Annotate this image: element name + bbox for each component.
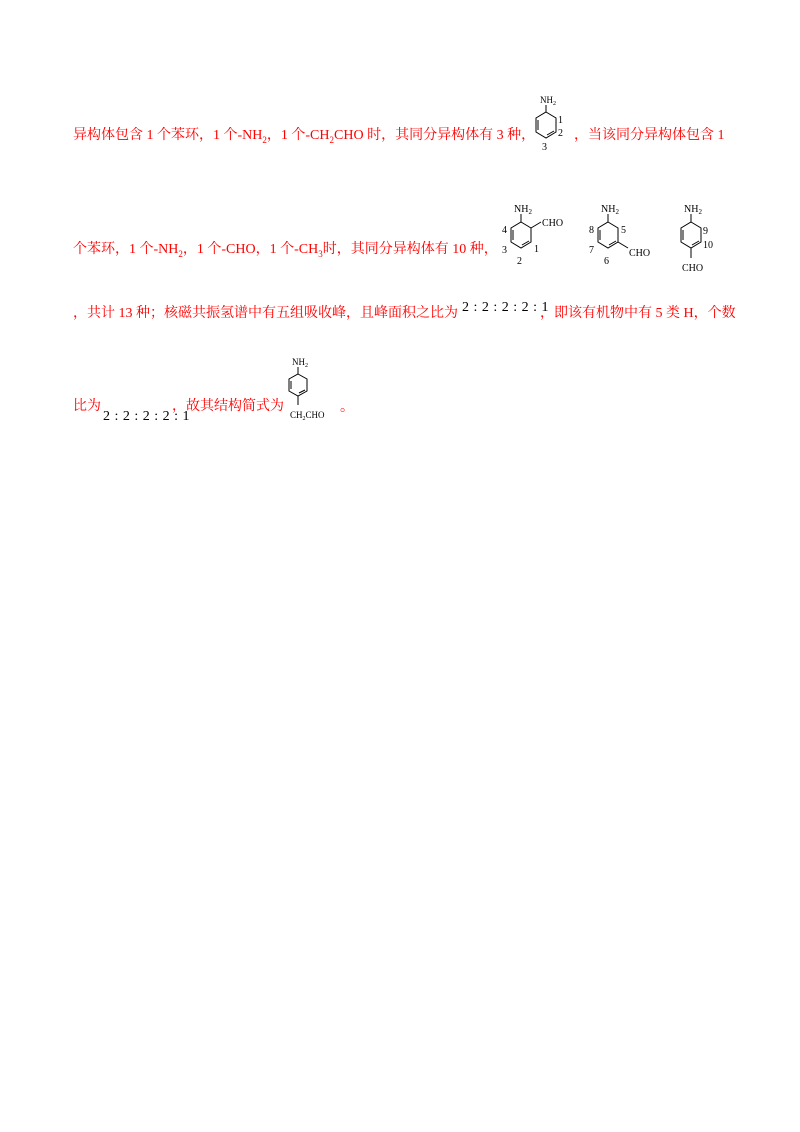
- para2-text-b: ，1 个-CHO，1 个-CH: [182, 242, 319, 257]
- aniline-structure-2: [496, 200, 576, 272]
- para2-text-c: 时，其同分异构体有 10 种，: [322, 242, 498, 257]
- mol3-nh2-label: $NH_2$: [601, 204, 619, 216]
- final-structure: [278, 354, 342, 426]
- mol4-pos-10: 10: [703, 240, 713, 251]
- para3-tail: [540, 302, 736, 322]
- para3-text-a: ，共计 13 种；核磁共振氢谱中有五组吸收峰，且峰面积之比为: [73, 306, 458, 321]
- para1-text-a: 异构体包含 1 个苯环，1 个-NH: [73, 128, 263, 143]
- aniline-structure-4: [670, 200, 726, 280]
- mol2-pos-2: 2: [517, 256, 522, 267]
- mol2-cho-label: CHO: [542, 218, 564, 229]
- para4-end: [340, 396, 354, 416]
- para2-text-a: 个苯环，1 个-NH: [73, 242, 179, 257]
- mol2-nh2-label: $NH_2$: [514, 204, 532, 216]
- para1-sub-b: 2: [329, 134, 335, 145]
- para1-sub-a: 2: [262, 134, 267, 145]
- mol3-pos-7: 7: [589, 245, 594, 256]
- para2-sub-a: 2: [178, 248, 183, 259]
- aniline-structure-3: [583, 200, 663, 272]
- mol4-cho-label: CHO: [682, 263, 704, 274]
- aniline-structure-1: [520, 92, 576, 154]
- para4-text-b: ，故其结构简式为: [172, 399, 284, 414]
- para4-text-c: 。: [340, 400, 354, 415]
- mol3-pos-6: 6: [604, 256, 609, 267]
- mol1-pos-3: 3: [542, 142, 547, 153]
- peak-ratio-1: 2 : 2 : 2 : 2 : 1: [462, 300, 550, 315]
- mol2-pos-4: 4: [502, 225, 507, 236]
- para1-text-d: ，当该同分异构体包含 1: [574, 128, 725, 143]
- mol3-pos-8: 8: [589, 225, 594, 236]
- mol3-pos-5: 5: [621, 225, 626, 236]
- para4-text-a: 比为: [73, 399, 101, 414]
- mol4-pos-9: 9: [703, 226, 708, 237]
- para2-sub-b: 3: [318, 248, 323, 259]
- para4-mid: [172, 395, 284, 415]
- mol4-nh2-label: $NH_2$: [684, 204, 702, 216]
- paragraph-4: [73, 395, 101, 415]
- mol2-pos-3: 3: [502, 245, 507, 256]
- mol5-ch2cho-label: $CH_2CHO$: [290, 410, 325, 422]
- mol1-nh2-label: $NH_2$: [540, 95, 556, 107]
- peak-ratio-2: 2 : 2 : 2 : 2 : 1: [103, 409, 191, 424]
- paragraph-3: [73, 302, 458, 322]
- paragraph-2: [73, 238, 498, 259]
- mol5-nh2-label: $NH_2$: [292, 357, 308, 369]
- para1-text-b: ，1 个-CH: [266, 128, 330, 143]
- para3-text-b: ，即该有机物中有 5 类 H，个数: [540, 306, 736, 321]
- mol1-pos-2: 2: [558, 128, 563, 139]
- mol3-cho-label: CHO: [629, 248, 651, 259]
- mol2-pos-1: 1: [534, 244, 539, 255]
- mol1-pos-1: 1: [558, 115, 563, 126]
- para1-text-c: CHO 时，其同分异构体有 3 种，: [334, 128, 536, 143]
- para1-tail: [574, 124, 725, 144]
- paragraph-1: [73, 124, 535, 145]
